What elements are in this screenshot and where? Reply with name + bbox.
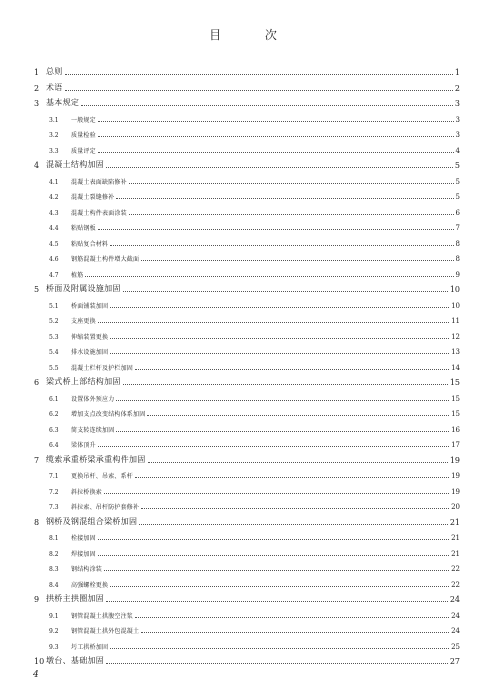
toc-entry-label: 支座更换 bbox=[71, 318, 96, 325]
toc-entry-page: 11 bbox=[451, 317, 460, 325]
toc-entry-number: 8 bbox=[34, 517, 40, 527]
toc-entry-number: 4.2 bbox=[49, 194, 59, 201]
toc-entry-page: 22 bbox=[451, 580, 460, 589]
toc-entry-number: 8.2 bbox=[49, 550, 59, 558]
toc-entry-number: 8.1 bbox=[49, 535, 59, 542]
dot-leader bbox=[129, 182, 454, 184]
dot-leader bbox=[147, 414, 449, 416]
toc-section-entry[interactable] bbox=[49, 177, 460, 186]
toc-entry-number: 9.1 bbox=[49, 612, 59, 620]
toc-entry-page: 19 bbox=[449, 455, 460, 465]
toc-section-entry[interactable] bbox=[49, 254, 460, 263]
toc-entry-label: 基本规定 bbox=[46, 98, 80, 107]
toc-entry-number: 8.3 bbox=[49, 566, 59, 573]
toc-entry-page: 21 bbox=[451, 549, 460, 558]
toc-entry-number: 6.2 bbox=[49, 411, 59, 418]
toc-entry-number: 4.4 bbox=[49, 225, 59, 232]
dot-leader bbox=[135, 368, 449, 370]
toc-entry-number: 5.3 bbox=[49, 333, 59, 341]
toc-entry-page: 2 bbox=[454, 83, 460, 93]
toc-entry-page: 17 bbox=[451, 441, 460, 449]
toc-section-entry[interactable] bbox=[49, 580, 460, 589]
toc-entry-page: 27 bbox=[449, 657, 460, 666]
toc-entry-number: 5 bbox=[34, 285, 40, 294]
toc-entry-number: 7.1 bbox=[49, 473, 59, 480]
toc-section-entry[interactable] bbox=[49, 502, 460, 511]
toc-entry-label: 粘贴钢板 bbox=[71, 225, 96, 232]
toc-entry-label: 设置体外预应力 bbox=[71, 395, 115, 403]
toc-entry-page: 3 bbox=[455, 115, 460, 124]
toc-chapter-entry[interactable] bbox=[34, 283, 460, 294]
toc-entry-label: 钢管混凝土拱外包混凝土 bbox=[71, 628, 140, 635]
dot-leader bbox=[65, 73, 453, 75]
dot-leader bbox=[98, 228, 454, 230]
toc-entry-label: 总则 bbox=[46, 67, 63, 76]
toc-entry-page: 24 bbox=[451, 611, 460, 620]
toc-entry-label: 圬工拱桥加固 bbox=[71, 643, 109, 651]
dot-leader bbox=[104, 492, 449, 494]
toc-section-entry[interactable] bbox=[49, 130, 460, 139]
toc-entry-label: 混凝土构件表面涂装 bbox=[71, 209, 127, 217]
toc-entry-label: 焊接加固 bbox=[71, 550, 96, 558]
toc-entry-label: 栓接加固 bbox=[71, 535, 96, 542]
dot-leader bbox=[98, 151, 454, 153]
toc-entry-number: 6.1 bbox=[49, 395, 59, 403]
dot-leader bbox=[116, 430, 449, 432]
toc-entry-page: 21 bbox=[451, 534, 460, 542]
dot-leader bbox=[141, 631, 449, 633]
toc-entry-page: 5 bbox=[455, 193, 460, 201]
toc-section-entry[interactable] bbox=[49, 564, 460, 573]
toc-chapter-entry[interactable] bbox=[34, 82, 460, 93]
toc-entry-number: 5.2 bbox=[49, 318, 59, 325]
dot-leader bbox=[110, 244, 453, 246]
toc-entry-label: 粘贴复合材料 bbox=[71, 240, 109, 248]
toc-entry-number: 2 bbox=[34, 83, 40, 93]
toc-entry-label: 桥面及附属设施加固 bbox=[46, 284, 121, 293]
toc-section-entry[interactable] bbox=[49, 394, 460, 403]
toc-entry-label: 斜拉桥换索 bbox=[71, 488, 103, 496]
toc-entry-page: 8 bbox=[455, 255, 460, 263]
dot-leader bbox=[110, 585, 449, 587]
toc-entry-page: 3 bbox=[455, 131, 460, 139]
toc-entry-label: 梁式桥上部结构加固 bbox=[46, 377, 121, 386]
toc-section-entry[interactable] bbox=[49, 239, 460, 248]
toc-section-entry[interactable] bbox=[49, 425, 460, 434]
toc-entry-number: 4.5 bbox=[49, 240, 59, 248]
toc-chapter-entry[interactable] bbox=[34, 97, 460, 108]
toc-entry-page: 1 bbox=[454, 68, 460, 77]
toc-entry-page: 3 bbox=[454, 99, 460, 108]
toc-entry-label: 植筋 bbox=[71, 271, 84, 279]
dot-leader bbox=[116, 197, 453, 199]
dot-leader bbox=[123, 290, 448, 292]
toc-section-entry[interactable] bbox=[49, 146, 460, 155]
toc-entry-number: 7 bbox=[34, 455, 40, 465]
toc-entry-number: 6 bbox=[34, 378, 40, 387]
toc-entry-label: 一般规定 bbox=[71, 116, 96, 124]
toc-entry-number: 4 bbox=[34, 161, 40, 170]
toc-entry-label: 混凝土表面缺陷修补 bbox=[71, 178, 127, 186]
dot-leader bbox=[106, 600, 448, 602]
toc-section-entry[interactable] bbox=[49, 626, 460, 635]
toc-entry-label: 拱桥主拱圈加固 bbox=[46, 594, 105, 603]
toc-entry-label: 钢筋混凝土构件增大截面 bbox=[71, 256, 140, 263]
toc-entry-label: 简支转连续加固 bbox=[71, 426, 115, 434]
dot-leader bbox=[110, 647, 449, 649]
toc-section-entry[interactable] bbox=[49, 642, 460, 651]
toc-chapter-entry[interactable] bbox=[34, 593, 460, 604]
toc-entry-page: 24 bbox=[449, 595, 460, 604]
toc-entry-label: 钢桥及钢混组合梁桥加固 bbox=[46, 516, 138, 526]
dot-leader bbox=[123, 383, 448, 385]
toc-entry-label: 钢管混凝土拱腹空注浆 bbox=[71, 612, 134, 620]
dot-leader bbox=[98, 321, 449, 323]
toc-title: 目 次 bbox=[209, 28, 297, 42]
toc-section-entry[interactable] bbox=[49, 440, 460, 449]
toc-entry-page: 22 bbox=[451, 565, 460, 573]
toc-entry-number: 4.7 bbox=[49, 271, 59, 279]
dot-leader bbox=[148, 461, 448, 463]
toc-entry-page: 15 bbox=[451, 410, 460, 418]
toc-entry-label: 斜拉索、吊杆防护套修补 bbox=[71, 504, 140, 511]
dot-leader bbox=[98, 135, 454, 137]
dot-leader bbox=[85, 275, 453, 277]
toc-entry-page: 10 bbox=[451, 301, 460, 310]
toc-entry-number: 9 bbox=[34, 595, 40, 604]
toc-entry-page: 14 bbox=[451, 363, 460, 372]
dot-leader bbox=[65, 89, 453, 91]
dot-leader bbox=[141, 507, 449, 509]
toc-chapter-entry[interactable] bbox=[34, 454, 460, 465]
toc-entry-page: 21 bbox=[449, 517, 460, 527]
toc-entry-label: 梁体顶升 bbox=[71, 442, 96, 449]
toc-section-entry[interactable] bbox=[49, 208, 460, 217]
toc-entry-number: 10 bbox=[34, 657, 45, 666]
toc-entry-number: 9.3 bbox=[49, 643, 59, 651]
toc-entry-number: 3 bbox=[34, 99, 40, 108]
dot-leader bbox=[106, 166, 453, 168]
toc-section-entry[interactable] bbox=[49, 533, 460, 542]
toc-entry-label: 排水设施加固 bbox=[71, 349, 109, 356]
dot-leader bbox=[104, 569, 449, 571]
toc-entry-label: 术语 bbox=[46, 82, 63, 92]
toc-entry-page: 4 bbox=[455, 146, 460, 155]
toc-entry-number: 6.4 bbox=[49, 442, 59, 449]
toc-entry-label: 钢结构涂装 bbox=[71, 566, 103, 573]
toc-entry-number: 1 bbox=[34, 68, 40, 77]
toc-section-entry[interactable] bbox=[49, 611, 460, 620]
toc-chapter-entry[interactable] bbox=[34, 66, 460, 77]
toc-chapter-entry[interactable] bbox=[34, 376, 460, 387]
toc-section-entry[interactable] bbox=[49, 316, 460, 325]
toc-section-entry[interactable] bbox=[49, 487, 460, 496]
dot-leader bbox=[129, 213, 454, 215]
toc-entry-label: 桥面铺装加固 bbox=[71, 302, 109, 310]
toc-entry-label: 混凝土栏杆及护栏加固 bbox=[71, 364, 134, 372]
toc-entry-label: 伸缩装置更换 bbox=[71, 333, 109, 341]
toc-entry-label: 混凝土结构加固 bbox=[46, 160, 105, 169]
dot-leader bbox=[81, 104, 453, 106]
dot-leader bbox=[116, 399, 449, 401]
toc-entry-label: 混凝土裂缝修补 bbox=[71, 194, 115, 201]
toc-section-entry[interactable] bbox=[49, 332, 460, 341]
toc-section-entry[interactable] bbox=[49, 471, 460, 480]
toc-section-entry[interactable] bbox=[49, 347, 460, 356]
toc-entry-page: 20 bbox=[451, 503, 460, 511]
toc-entry-number: 5.1 bbox=[49, 302, 59, 310]
toc-section-entry[interactable] bbox=[49, 409, 460, 418]
toc-entry-number: 4.1 bbox=[49, 178, 59, 186]
toc-entry-page: 16 bbox=[451, 425, 460, 434]
toc-entry-page: 10 bbox=[449, 285, 460, 294]
toc-chapter-entry[interactable] bbox=[34, 516, 460, 527]
toc-entry-page: 5 bbox=[455, 177, 460, 186]
toc-entry-label: 质量评定 bbox=[71, 147, 96, 155]
toc-entry-number: 3.2 bbox=[49, 132, 59, 139]
toc-entry-label: 增加支点改变结构体系加固 bbox=[71, 411, 146, 418]
toc-section-entry[interactable] bbox=[49, 363, 460, 372]
toc-entry-page: 24 bbox=[451, 627, 460, 635]
toc-section-entry[interactable] bbox=[49, 115, 460, 124]
toc-entry-label: 更换吊杆、吊索、系杆 bbox=[71, 473, 134, 480]
dot-leader bbox=[106, 662, 448, 664]
toc-entry-number: 4.6 bbox=[49, 256, 59, 263]
dot-leader bbox=[98, 538, 449, 540]
toc-entry-page: 9 bbox=[455, 270, 460, 279]
dot-leader bbox=[98, 445, 449, 447]
dot-leader bbox=[135, 476, 449, 478]
toc-entry-number: 7.2 bbox=[49, 488, 59, 496]
page-number: 4 bbox=[33, 670, 39, 680]
toc-chapter-entry[interactable] bbox=[34, 159, 460, 170]
toc-chapter-entry[interactable] bbox=[34, 655, 460, 666]
toc-entry-page: 5 bbox=[454, 161, 460, 170]
toc-entry-page: 8 bbox=[455, 239, 460, 248]
toc-section-entry[interactable] bbox=[49, 192, 460, 201]
dot-leader bbox=[135, 616, 449, 618]
toc-entry-label: 墩台、基础加固 bbox=[46, 656, 105, 665]
toc-entry-page: 13 bbox=[451, 348, 460, 356]
toc-entry-page: 12 bbox=[451, 332, 460, 341]
toc-section-entry[interactable] bbox=[49, 301, 460, 310]
toc-entry-page: 7 bbox=[455, 224, 460, 232]
dot-leader bbox=[139, 523, 448, 525]
toc-entry-page: 15 bbox=[451, 394, 460, 403]
dot-leader bbox=[98, 554, 449, 556]
toc-section-entry[interactable] bbox=[49, 549, 460, 558]
toc-entry-page: 25 bbox=[451, 642, 460, 651]
dot-leader bbox=[110, 352, 449, 354]
toc-entry-number: 5.5 bbox=[49, 364, 59, 372]
dot-leader bbox=[98, 120, 454, 122]
toc-entry-number: 5.4 bbox=[49, 349, 59, 356]
toc-entry-number: 3.3 bbox=[49, 147, 59, 155]
toc-entry-label: 高强螺栓更换 bbox=[71, 581, 109, 589]
toc-entry-number: 4.3 bbox=[49, 209, 59, 217]
toc-entry-number: 8.4 bbox=[49, 581, 59, 589]
dot-leader bbox=[110, 337, 449, 339]
toc-entry-number: 9.2 bbox=[49, 628, 59, 635]
toc-entry-page: 15 bbox=[449, 378, 460, 387]
toc-entry-page: 19 bbox=[451, 487, 460, 496]
toc-entry-number: 7.3 bbox=[49, 504, 59, 511]
toc-entry-number: 6.3 bbox=[49, 426, 59, 434]
toc-entry-label: 缆索承重桥梁承重构件加固 bbox=[46, 454, 146, 464]
dot-leader bbox=[141, 259, 453, 261]
toc-entry-number: 3.1 bbox=[49, 116, 59, 124]
toc-entry-page: 19 bbox=[451, 472, 460, 480]
toc-entry-label: 质量检验 bbox=[71, 132, 96, 139]
toc-entry-page: 6 bbox=[455, 208, 460, 217]
toc-section-entry[interactable] bbox=[49, 223, 460, 232]
toc-section-entry[interactable] bbox=[49, 270, 460, 279]
dot-leader bbox=[110, 306, 449, 308]
